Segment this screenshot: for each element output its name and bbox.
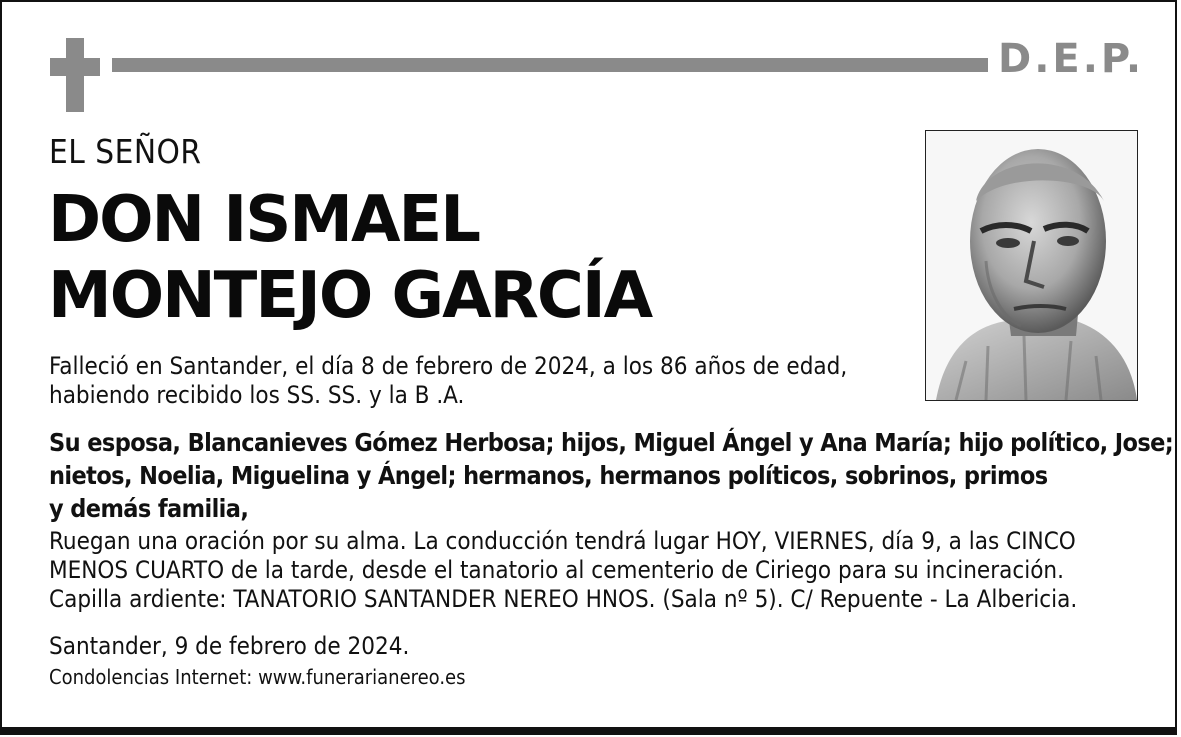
family-line-3: y demás familia, [49, 494, 249, 523]
ceremony-line-2: MENOS CUARTO de la tarde, desde el tanatorio al cementerio de Ciriego para su incineración. [49, 556, 1064, 584]
death-notice-line-1: Falleció en Santander, el día 8 de febrero de 2024, a los 86 años de edad, [49, 352, 848, 380]
dep-label: D.E.P. [998, 36, 1145, 82]
cross-horizontal-bar [50, 58, 100, 76]
family-line-1: Su esposa, Blancanieves Gómez Herbosa; hijos, Miguel Ángel y Ana María; hijo político, Jose; [49, 428, 1174, 457]
death-notice [49, 352, 847, 410]
ceremony-line-1: Ruegan una oración por su alma. La conducción tendrá lugar HOY, VIERNES, día 9, a las CINCO [49, 527, 1076, 555]
family-line-2: nietos, Noelia, Miguelina y Ángel; hermanos, hermanos políticos, sobrinos, primos [49, 461, 1048, 490]
portrait-photo [925, 130, 1138, 401]
family-list [49, 426, 1173, 525]
place-date: Santander, 9 de febrero de 2024. [49, 632, 410, 660]
deceased-name [48, 182, 651, 334]
name-line-1: DON ISMAEL [48, 183, 479, 257]
portrait-illustration [926, 131, 1137, 400]
header-rule [112, 58, 988, 72]
ceremony-details [49, 527, 1077, 614]
ceremony-line-3: Capilla ardiente: TANATORIO SANTANDER NEREO HNOS. (Sala nº 5). C/ Repuente - La Albericia. [49, 585, 1078, 613]
cross-icon [50, 38, 100, 112]
condolences-note: Condolencias Internet: www.funerarianereo.es [49, 665, 466, 689]
death-notice-line-2: habiendo recibido los SS. SS. y la B .A. [49, 381, 465, 409]
honorific: EL SEÑOR [49, 132, 202, 171]
name-line-2: MONTEJO GARCÍA [48, 259, 652, 333]
